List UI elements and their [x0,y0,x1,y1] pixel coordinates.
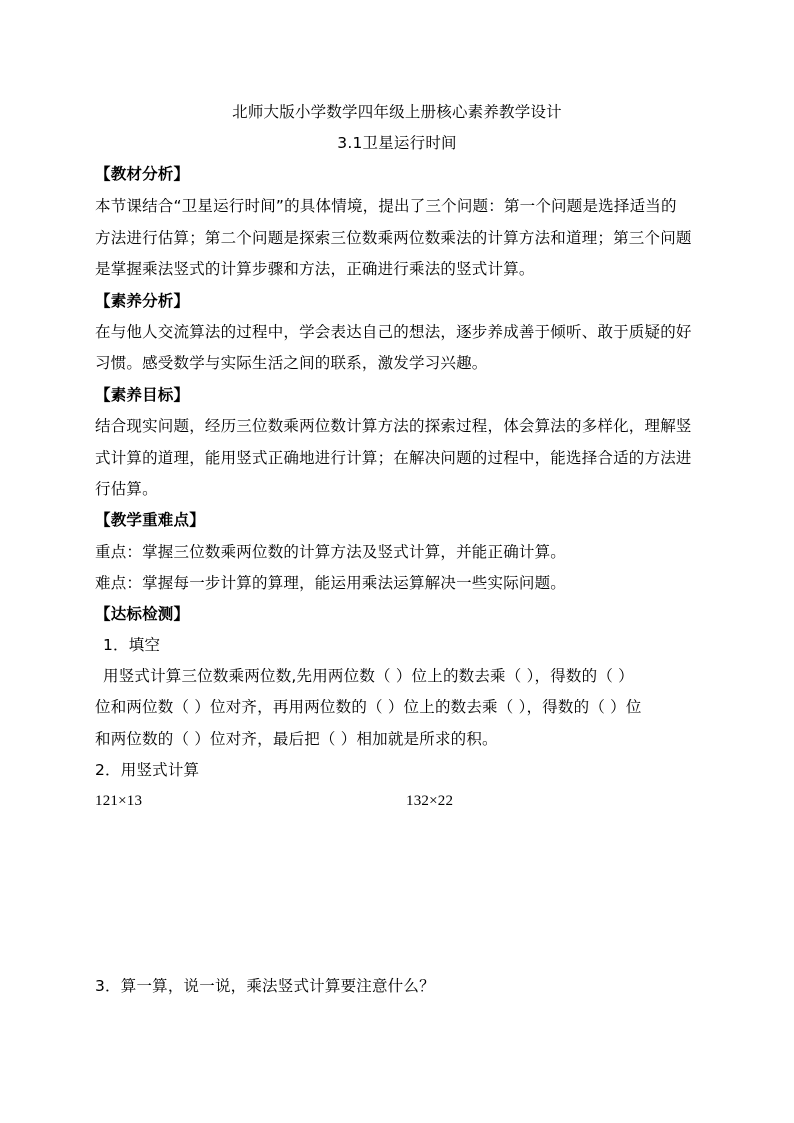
material-line-2: 方法进行估算；第二个问题是探索三位数乘两位数乘法的计算方法和道理；第三个问题 [95,229,692,247]
question-2-title: 2．用竖式计算 [95,761,200,779]
material-line-1: 本节课结合“卫星运行时间”的具体情境，提出了三个问题：第一个问题是选择适当的 [95,197,677,215]
heading-literacy-analysis: 【素养分析】 [95,292,190,310]
heading-literacy-goals: 【素养目标】 [95,386,190,404]
literacy-line-2: 习惯。感受数学与实际生活之间的联系，激发学习兴趣。 [95,354,488,372]
lesson-title: 3.1卫星运行时间 [337,134,457,152]
question-3-title: 3．算一算，说一说，乘法竖式计算要注意什么？ [95,977,435,995]
question-2-item-1: 121×13 [95,793,143,809]
heading-assessment: 【达标检测】 [95,605,190,623]
question-2-item-2: 132×22 [406,793,454,809]
question-1-line-2: 位和两位数（ ）位对齐，再用两位数的（ ）位上的数去乘（ ），得数的（ ）位 [95,698,642,716]
question-1-line-1: 用竖式计算三位数乘两位数,先用两位数（ ）位上的数去乘（ ），得数的（ ） [103,667,634,685]
key-point-line: 重点：掌握三位数乘两位数的计算方法及竖式计算，并能正确计算。 [95,543,567,561]
question-1-title: 1．填空 [103,636,161,654]
heading-material-analysis: 【教材分析】 [95,165,190,183]
goals-line-3: 行估算。 [95,480,158,498]
goals-line-1: 结合现实问题，经历三位数乘两位数计算方法的探索过程，体会算法的多样化，理解竖 [95,417,692,435]
literacy-line-1: 在与他人交流算法的过程中，学会表达自己的想法，逐步养成善于倾听、敢于质疑的好 [95,323,692,341]
difficult-point-line: 难点：掌握每一步计算的算理，能运用乘法运算解决一些实际问题。 [95,574,567,592]
question-1-line-3: 和两位数的（ ）位对齐，最后把（ ）相加就是所求的积。 [95,730,498,748]
heading-key-points: 【教学重难点】 [95,511,205,529]
material-line-3: 是掌握乘法竖式的计算步骤和方法，正确进行乘法的竖式计算。 [95,260,535,278]
document-title: 北师大版小学数学四年级上册核心素养教学设计 [232,103,562,121]
goals-line-2: 式计算的道理，能用竖式正确地进行计算；在解决问题的过程中，能选择合适的方法进 [95,449,692,467]
